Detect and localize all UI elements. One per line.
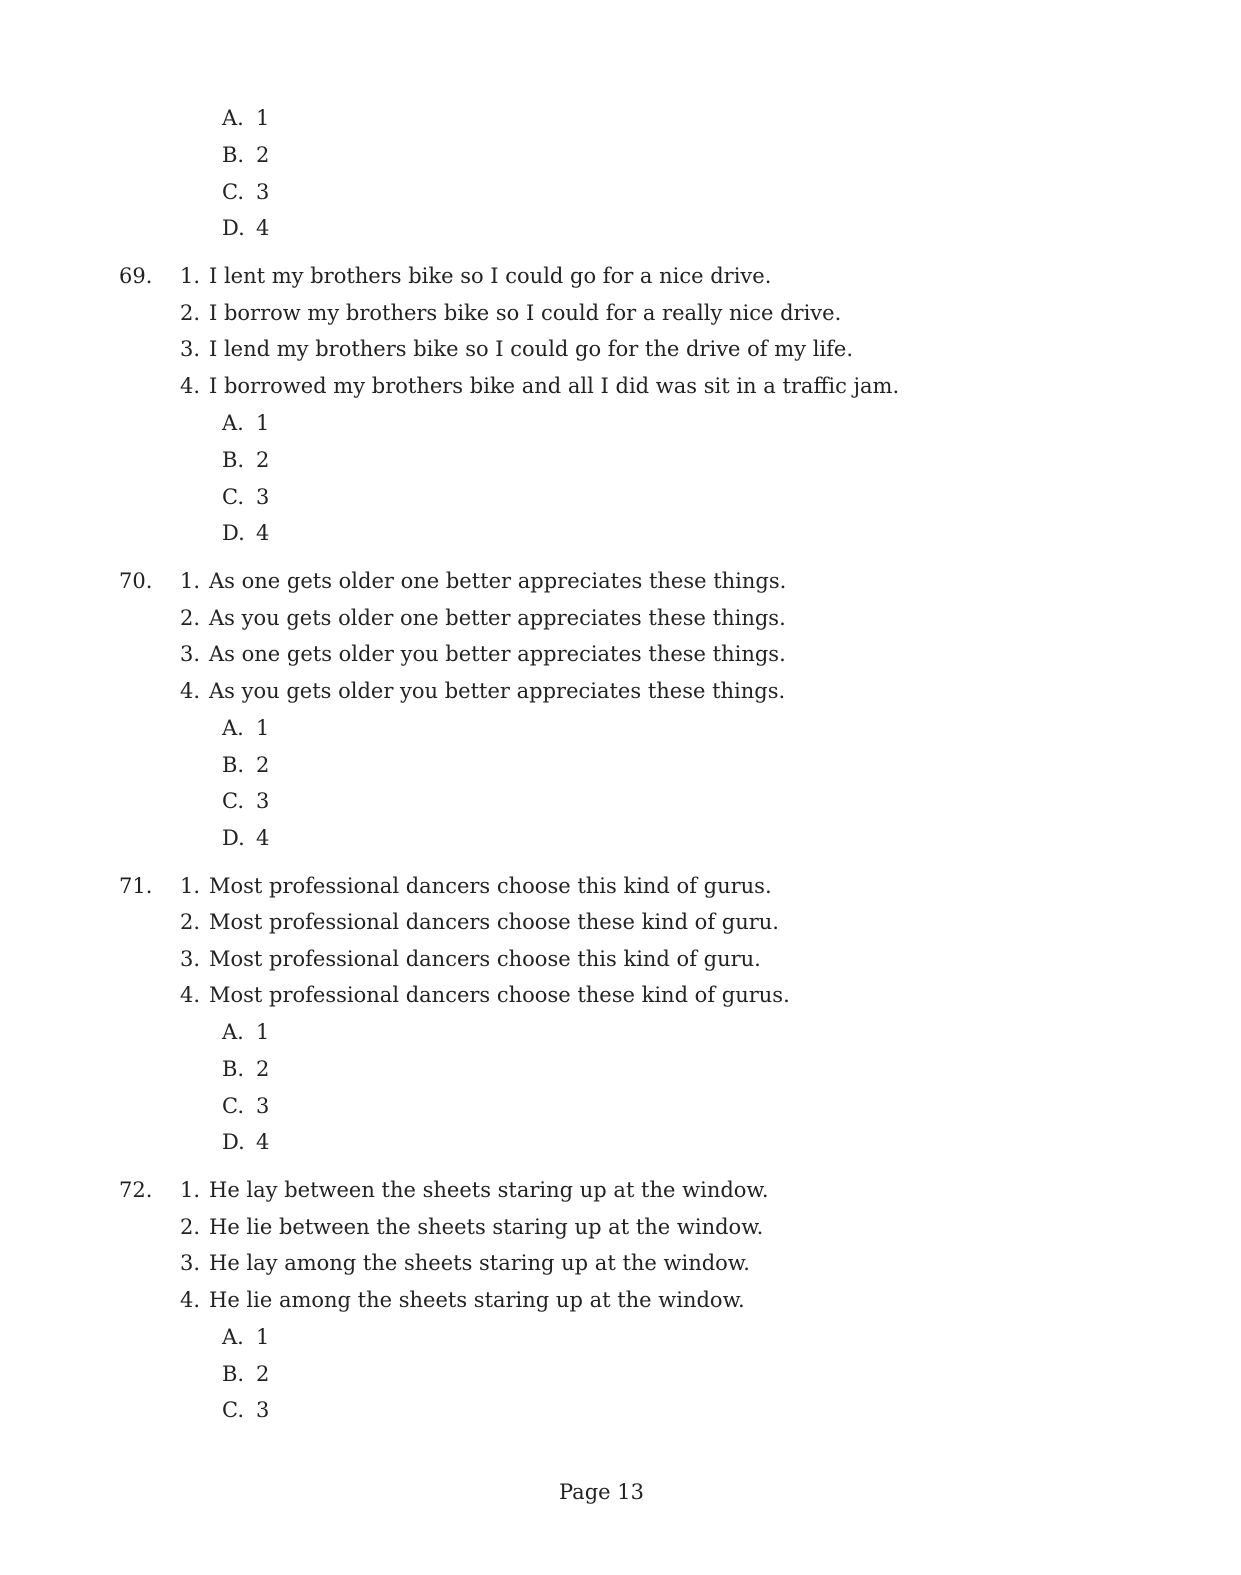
option-letter: A. bbox=[222, 716, 244, 740]
option-letter: C. bbox=[222, 1094, 244, 1118]
option-letter: A. bbox=[222, 1020, 244, 1044]
question-number: 70. bbox=[119, 569, 153, 593]
statement-number: 1. bbox=[180, 874, 201, 898]
option-letter: C. bbox=[222, 180, 244, 204]
option-value: 1 bbox=[256, 411, 270, 435]
option-value: 4 bbox=[256, 1130, 270, 1154]
option-value: 2 bbox=[256, 1362, 270, 1386]
option-letter: B. bbox=[222, 1362, 245, 1386]
option-value: 1 bbox=[256, 716, 270, 740]
statement-number: 3. bbox=[180, 337, 201, 361]
statement-number: 1. bbox=[180, 569, 201, 593]
option-value: 1 bbox=[256, 106, 270, 130]
option-letter: D. bbox=[222, 521, 245, 545]
question-number: 72. bbox=[119, 1178, 153, 1202]
option-value: 3 bbox=[256, 485, 270, 509]
statement-text: As one gets older one better appreciates these things. bbox=[209, 569, 787, 593]
page-number: Page 13 bbox=[559, 1480, 644, 1504]
statement-number: 2. bbox=[180, 1215, 201, 1239]
statement-text: I borrow my brothers bike so I could for a really nice drive. bbox=[209, 301, 842, 325]
statement-text: As you gets older one better appreciates these things. bbox=[209, 606, 786, 630]
option-value: 2 bbox=[256, 143, 270, 167]
option-value: 4 bbox=[256, 216, 270, 240]
option-letter: A. bbox=[222, 1325, 244, 1349]
option-letter: B. bbox=[222, 448, 245, 472]
statement-number: 1. bbox=[180, 1178, 201, 1202]
option-letter: C. bbox=[222, 485, 244, 509]
statement-text: Most professional dancers choose these kind of guru. bbox=[209, 910, 779, 934]
option-value: 3 bbox=[256, 1094, 270, 1118]
option-value: 4 bbox=[256, 826, 270, 850]
statement-number: 2. bbox=[180, 910, 201, 934]
statement-number: 4. bbox=[180, 983, 201, 1007]
question-number: 71. bbox=[119, 874, 153, 898]
statement-number: 3. bbox=[180, 1251, 201, 1275]
statement-text: As you gets older you better appreciates these things. bbox=[209, 679, 786, 703]
question-number: 69. bbox=[119, 264, 153, 288]
option-letter: B. bbox=[222, 143, 245, 167]
statement-text: He lie among the sheets staring up at the window. bbox=[209, 1288, 745, 1312]
option-value: 1 bbox=[256, 1325, 270, 1349]
option-letter: D. bbox=[222, 826, 245, 850]
option-value: 3 bbox=[256, 180, 270, 204]
statement-number: 1. bbox=[180, 264, 201, 288]
statement-number: 3. bbox=[180, 642, 201, 666]
statement-number: 4. bbox=[180, 1288, 201, 1312]
option-value: 2 bbox=[256, 1057, 270, 1081]
option-letter: D. bbox=[222, 216, 245, 240]
statement-text: I lend my brothers bike so I could go for the drive of my life. bbox=[209, 337, 854, 361]
option-value: 3 bbox=[256, 1398, 270, 1422]
option-value: 4 bbox=[256, 521, 270, 545]
statement-number: 4. bbox=[180, 679, 201, 703]
statement-number: 2. bbox=[180, 301, 201, 325]
statement-text: He lay between the sheets staring up at the window. bbox=[209, 1178, 769, 1202]
statement-text: As one gets older you better appreciates these things. bbox=[209, 642, 786, 666]
statement-text: He lay among the sheets staring up at the window. bbox=[209, 1251, 750, 1275]
statement-number: 3. bbox=[180, 947, 201, 971]
statement-text: I borrowed my brothers bike and all I did was sit in a traffic jam. bbox=[209, 374, 900, 398]
option-letter: A. bbox=[222, 106, 244, 130]
statement-text: Most professional dancers choose these kind of gurus. bbox=[209, 983, 790, 1007]
option-value: 2 bbox=[256, 448, 270, 472]
statement-text: He lie between the sheets staring up at the window. bbox=[209, 1215, 764, 1239]
statement-text: Most professional dancers choose this kind of guru. bbox=[209, 947, 761, 971]
statement-text: I lent my brothers bike so I could go for a nice drive. bbox=[209, 264, 772, 288]
option-letter: B. bbox=[222, 1057, 245, 1081]
statement-text: Most professional dancers choose this kind of gurus. bbox=[209, 874, 772, 898]
statement-number: 4. bbox=[180, 374, 201, 398]
option-value: 3 bbox=[256, 789, 270, 813]
option-letter: A. bbox=[222, 411, 244, 435]
option-letter: C. bbox=[222, 1398, 244, 1422]
option-value: 1 bbox=[256, 1020, 270, 1044]
statement-number: 2. bbox=[180, 606, 201, 630]
option-letter: D. bbox=[222, 1130, 245, 1154]
option-letter: C. bbox=[222, 789, 244, 813]
option-letter: B. bbox=[222, 753, 245, 777]
option-value: 2 bbox=[256, 753, 270, 777]
